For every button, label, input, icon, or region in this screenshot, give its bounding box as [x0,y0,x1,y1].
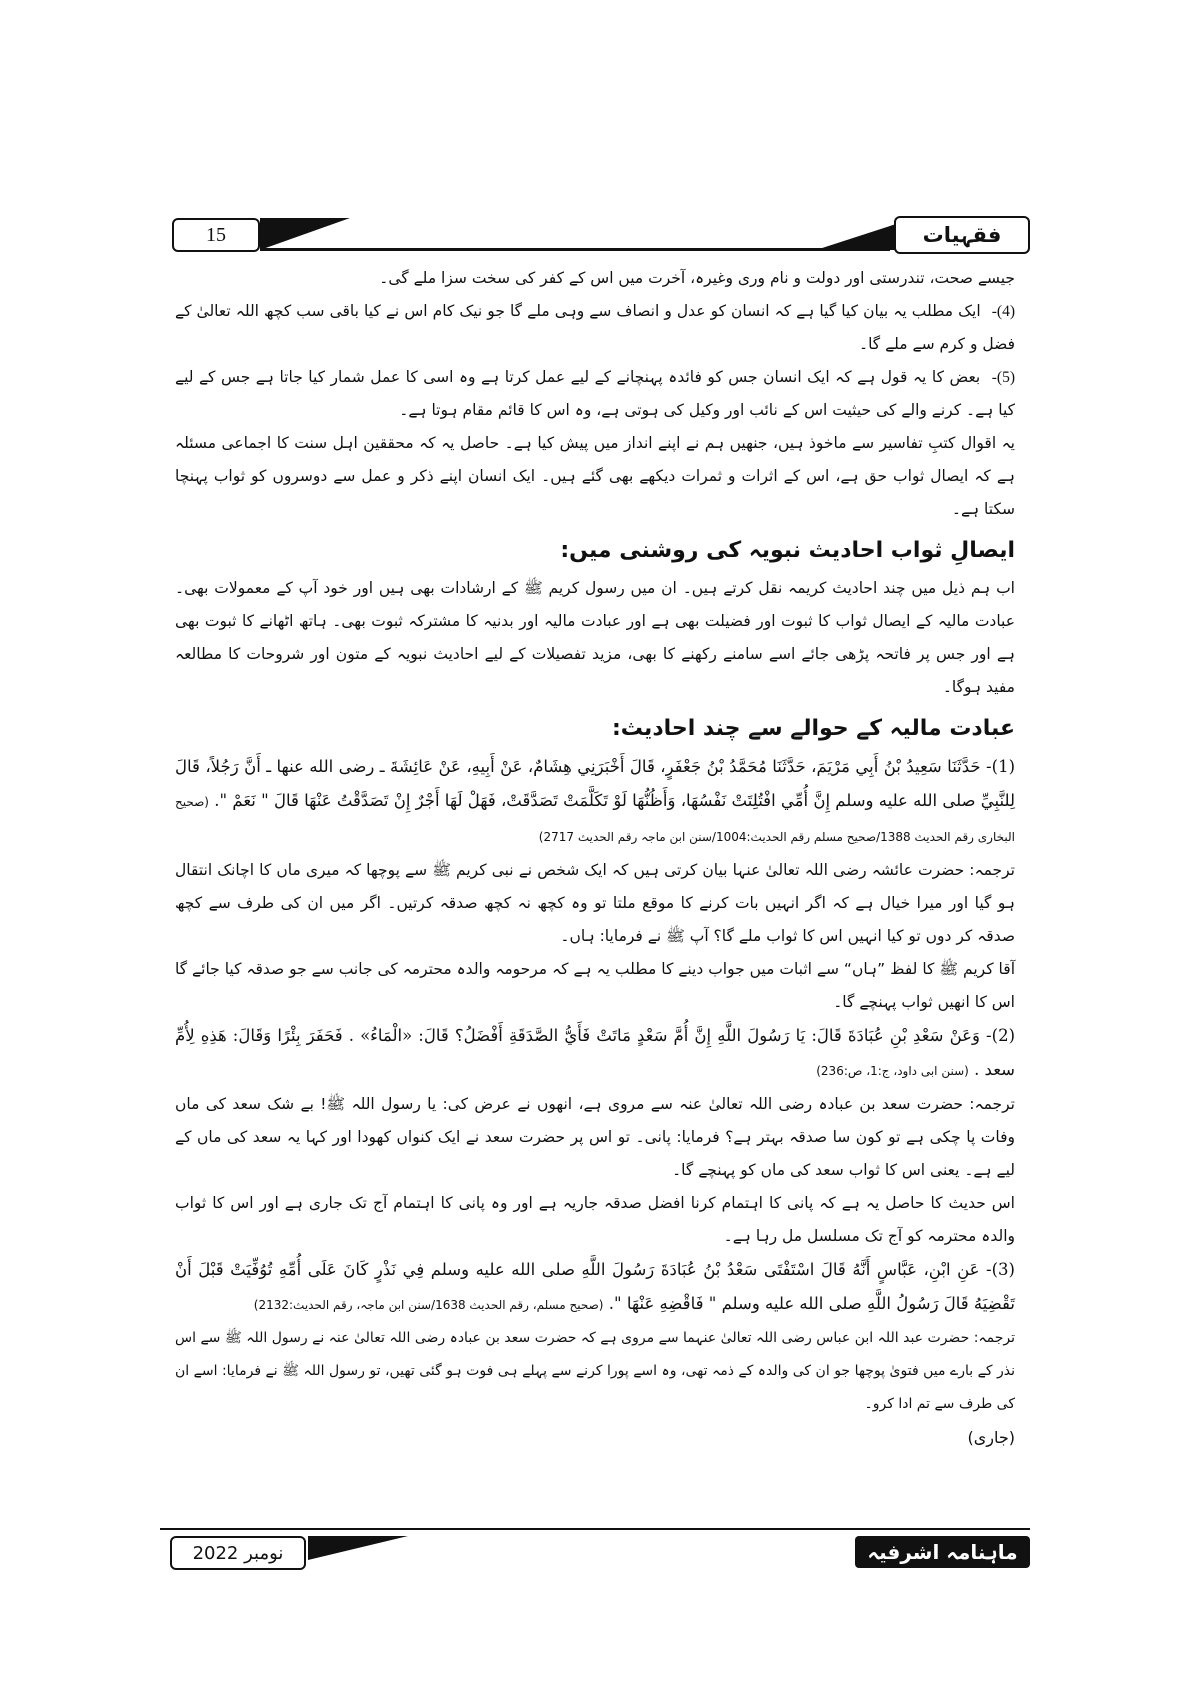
header-rule [260,248,890,251]
hadith-arabic [175,1019,1015,1088]
article-body [175,262,1015,1454]
page-number: 15 [172,218,260,252]
hadith-reference: (صحیح مسلم، رقم الحدیث 1638/سنن ابن ماجہ، رقم الحدیث:2132) [253,1298,604,1312]
hadith-arabic [175,750,1015,854]
point-text: ایک مطلب یہ بیان کیا گیا ہے کہ انسان کو عدل و انصاف سے وہی ملے گا جو نیک کام اس نے کیا باقی سب کچھ اللہ تعالیٰ کے فضل و کرم سے ملے گا۔ [175,302,1015,353]
publication-name: ماہنامہ اشرفیہ [855,1536,1030,1568]
point-number: (5)- [991,369,1015,386]
numbered-point [175,295,1015,361]
issue-date: نومبر 2022 [170,1536,306,1570]
paragraph: یہ اقوال کتبِ تفاسیر سے ماخوذ ہیں، جنھیں ہم نے اپنے انداز میں پیش کیا ہے۔ حاصل یہ کہ محققین اہل سنت کا اجماعی مسئلہ ہے کہ ایصال ثواب حق ہے، اس کے اثرات و ثمرات دیکھے بھی گئے ہیں۔ ایک انسان اپنے ذکر و عمل سے دوسروں کو ثواب پہنچا سکتا ہے۔ [175,434,1015,518]
hadith-text: عَنِ ابْنِ، عَبَّاسٍ أَنَّهُ قَالَ اسْتَفْتَى سَعْدُ بْنُ عُبَادَةَ رَسُولَ اللَّهِ صلى الله عليه وسلم فِي نَذْرٍ كَانَ عَلَى أُمِّهِ تُوُفِّيَتْ قَبْلَ أَنْ تَقْضِيَهُ قَالَ رَسُولُ اللَّهِ صلى الله عليه وسلم " فَاقْضِهِ عَنْهَا ". [175,1260,1015,1313]
hadith-text: وَعَنْ سَعْدِ بْنِ عُبَادَةَ قَالَ: يَا رَسُولَ اللَّهِ إِنَّ أُمَّ سَعْدٍ مَاتَتْ فَأَيُّ الصَّدَقَةِ أَفْضَلُ؟ قَالَ: «الْمَاءُ» . فَحَفَرَ بِئْرًا وَقَالَ: هَذِهِ لِأُمِّ سعد . [175,1026,1015,1079]
hadith-translation: ترجمہ: حضرت عائشہ رضی اللہ تعالیٰ عنہا بیان کرتی ہیں کہ ایک شخص نے نبی کریم ﷺ سے پوچھا کہ میری ماں کا اچانک انتقال ہو گیا اور میرا خیال ہے کہ اگر انہیں بات کرنے کا موقع ملتا تو وہ کچھ نہ کچھ صدقہ کرتیں۔ اگر میں ان کی طرف سے کچھ صدقہ کر دوں تو کیا انہیں اس کا ثواب ملے گا؟ آپ ﷺ نے فرمایا: ہاں۔ [175,861,1015,945]
hadith-number: (2)- [986,1026,1015,1045]
section-title: فقہیات [894,216,1030,254]
section-heading: عبادت مالیہ کے حوالے سے چند احادیث: [611,716,1015,741]
hadith-text: حَدَّثَنَا سَعِيدُ بْنُ أَبِي مَرْيَمَ، حَدَّثَنَا مُحَمَّدُ بْنُ جَعْفَرٍ، قَالَ أَخْبَرَنِي هِشَامٌ، عَنْ أَبِيهِ، عَنْ عَائِشَةَ ـ رضى الله عنها ـ أَنَّ رَجُلاً، قَالَ لِلنَّبِيِّ صلى الله عليه وسلم إِنَّ أُمِّي افْتُلِتَتْ نَفْسُهَا، وَأَظُنُّهَا لَوْ تَكَلَّمَتْ تَصَدَّقَتْ، فَهَلْ لَهَا أَجْرٌ إِنْ تَصَدَّقْتُ عَنْهَا قَالَ " نَعَمْ ". [175,757,1015,810]
hadith-translation: ترجمہ: حضرت سعد بن عبادہ رضی اللہ تعالیٰ عنہ سے مروی ہے، انھوں نے عرض کی: یا رسول اللہ ﷺ! بے شک سعد کی ماں وفات پا چکی ہے تو کون سا صدقہ بہتر ہے؟ فرمایا: پانی۔ تو اس پر حضرت سعد نے ایک کنواں کھودا اور کہا یہ سعد کی ماں کے لیے ہے۔ یعنی اس کا ثواب سعد کی ماں کو پہنچے گا۔ [175,1095,1015,1179]
hadith-reference: (صحیح البخاری رقم الحدیث 1388/صحیح مسلم رقم الحدیث:1004/سنن ابن ماجہ رقم الحدیث 2717) [175,795,1015,844]
point-number: (4)- [991,303,1015,320]
header-ornament [260,218,350,250]
section-heading: ایصالِ ثواب احادیث نبویہ کی روشنی میں: [560,538,1015,563]
hadith-reference: (سنن ابی داود، ج:1، ص:236) [816,1064,969,1078]
paragraph: آقا کریم ﷺ کا لفظ ”ہاں“ سے اثبات میں جواب دینے کا مطلب یہ ہے کہ مرحومہ والدہ محترمہ کی جانب سے جو صدقہ کیا جائے گا اس کا انھیں ثواب پہنچے گا۔ [175,960,1015,1011]
paragraph: اس حدیث کا حاصل یہ ہے کہ پانی کا اہتمام کرنا افضل صدقہ جاریہ ہے اور وہ پانی کا اہتمام آج تک جاری ہے اور اس کا ثواب والدہ محترمہ کو آج تک مسلسل مل رہا ہے۔ [175,1194,1015,1245]
hadith-arabic [175,1253,1015,1322]
continued-label: (جاری) [967,1428,1015,1447]
hadith-number: (3)- [986,1260,1015,1279]
page-header [160,216,1030,252]
paragraph: اب ہم ذیل میں چند احادیث کریمہ نقل کرتے ہیں۔ ان میں رسول کریم ﷺ کے ارشادات بھی ہیں اور خود آپ کے معمولات بھی۔ عبادت مالیہ کے ایصال ثواب کا ثبوت اور فضیلت بھی ہے اور عبادت مالیہ اور بدنیہ کا مشترکہ ثبوت بھی۔ ہاتھ اٹھانے کا ثبوت بھی ہے اور جس پر فاتحہ پڑھی جائے اسے سامنے رکھنے کا بھی، مزید تفصیلات کے لیے احادیث نبویہ کے متون اور شروحات کا مطالعہ مفید ہوگا۔ [175,579,1015,696]
footer-ornament [308,1536,408,1560]
paragraph: جیسے صحت، تندرستی اور دولت و نام وری وغیرہ، آخرت میں اس کے کفر کی سخت سزا ملے گی۔ [379,269,1015,287]
page-footer [160,1532,1030,1572]
footer-rule [160,1528,1030,1530]
hadith-number: (1)- [986,757,1015,776]
point-text: بعض کا یہ قول ہے کہ ایک انسان جس کو فائدہ پہنچانے کے لیے عمل کرتا ہے وہ اسی کا عمل شمار کیا جاتا ہے جس کے لیے کیا ہے۔ کرنے والے کی حیثیت اس کے نائب اور وکیل کی ہوتی ہے، وہ اس کا قائم مقام ہوتا ہے۔ [175,368,1015,419]
hadith-translation: ترجمہ: حضرت عبد اللہ ابن عباس رضی اللہ تعالیٰ عنہما سے مروی ہے کہ حضرت سعد بن عبادہ رضی اللہ تعالیٰ عنہ نے رسول اللہ ﷺ سے اس نذر کے بارے میں فتویٰ پوچھا جو ان کی والدہ کے ذمہ تھی، وہ اسے پورا کرنے سے پہلے ہی فوت ہو گئی تھیں، تو رسول اللہ ﷺ نے فرمایا: اسے ان کی طرف سے تم ادا کرو۔ [175,1330,1016,1412]
numbered-point [175,361,1015,427]
